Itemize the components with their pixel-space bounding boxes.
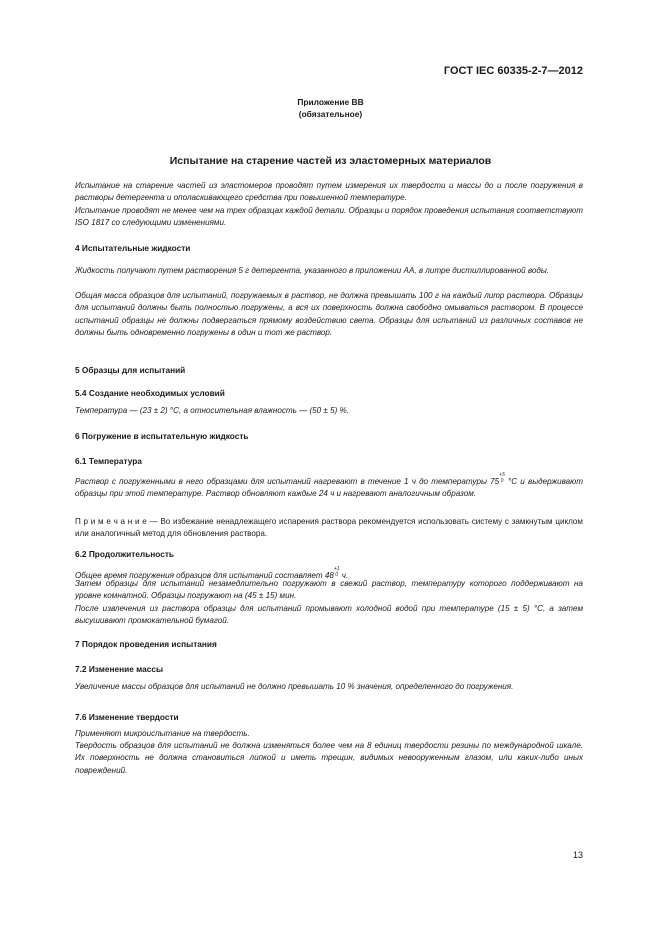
section-4-paragraph-1: Жидкость получают путем растворения 5 г детергента, указанного в приложении АА, в литре дистиллированной воды. [75, 266, 550, 275]
section-4-heading: 4 Испытательные жидкости [75, 243, 191, 253]
section-5-4-heading: 5.4 Создание необходимых условий [75, 388, 225, 398]
section-6-2-paragraph-3: После извлечения из раствора образцы для испытаний промывают холодной водой при температуре (15 ± 5) °С, а затем высушивают промокательной бумагой. [75, 604, 583, 626]
duration-tolerance: +1 0 [333, 566, 340, 578]
standard-designation: ГОСТ IEC 60335-2-7—2012 [443, 65, 583, 77]
section-7-6-paragraph-2: Твердость образцов для испытаний не должна изменяться более чем на 8 единиц твердости резины по международной шкале. Их поверхность не должна становиться липкой и иметь трещин, видимых невооруженным глазом, или каких-либо иных повреждений. [75, 741, 583, 775]
document-title: Испытание на старение частей из эластомерных материалов [169, 155, 492, 167]
temperature-tolerance: +5 0 [499, 472, 505, 484]
section-7-6-heading: 7.6 Изменение твердости [75, 712, 179, 722]
section-4-paragraph-2: Общая масса образцов для испытаний, погружаемых в раствор, не должна превышать 100 г на каждый литр раствора. Образцы для испытаний должны быть полностью погружены, а вся их поверхность должна свободно омываться раствором. В процессе испытаний образцы не должны подвергаться прямому воздействию света. Образцы для испытаний из различных составов не должны быть одновременно погружены в один и тот же раствор. [75, 291, 583, 338]
intro-paragraph-2: Испытание проводят не менее чем на трех образцах каждой детали. Образцы и порядок проведения испытания соответствуют ISO 1817 со следующими изменениями. [75, 205, 583, 228]
section-6-1-heading: 6.1 Температура [75, 456, 142, 466]
note-text: — Во избежание ненадлежащего испарения раствора рекомендуется использовать систему с замкнутым циклом или аналогичный метод для обновления раствора. [75, 517, 583, 539]
section-6-2-heading: 6.2 Продолжительность [75, 549, 175, 559]
intro-paragraph-1: Испытание на старение частей из эластомеров проводят путем измерения их твердости и массы до и после погружения в растворы детергента и ополаскивающего средства при повышенной температуре. [75, 181, 583, 203]
section-7-6-paragraph-1: Применяют микроиспытание на твердость. [75, 729, 250, 738]
section-5-heading: 5 Образцы для испытаний [75, 365, 186, 375]
annex-status: (обязательное) [298, 109, 363, 119]
section-6-1-paragraph: Раствор с погруженными в него образцами для испытаний нагревают в течение 1 ч до температуры 75 +5 0 °С и выдерживают образцы при этой температуре. Раствор обновляют каждые 24 ч и нагревают аналогичным образом. [75, 472, 584, 499]
section-5-4-paragraph: Температура — (23 ± 2) °С, а относительная влажность — (50 ± 5) %. [75, 406, 349, 415]
page-number: 13 [572, 850, 583, 860]
section-7-2-paragraph: Увеличение массы образцов для испытаний не должно превышать 10 % значения, определенного до погружения. [75, 682, 514, 691]
section-6-heading: 6 Погружение в испытательную жидкость [75, 431, 249, 441]
intro-text [75, 180, 583, 230]
section-7-heading: 7 Порядок проведения испытания [75, 639, 217, 649]
note-paragraph [75, 516, 583, 541]
section-6-2-paragraph-2: Затем образцы для испытаний незамедлительно погружают в свежий раствор, температуру которого поддерживают на уровне комнатной. Образцы погружают на (45 ± 15) мин. [75, 579, 583, 601]
note-label: П р и м е ч а н и е [75, 517, 147, 526]
annex-title: Приложение ВВ [297, 97, 364, 107]
section-6-2-paragraph-1: Общее время погружения образцов для испытаний составляет 48 +1 0 ч. [75, 566, 349, 580]
section-7-2-heading: 7.2 Изменение массы [75, 664, 164, 674]
